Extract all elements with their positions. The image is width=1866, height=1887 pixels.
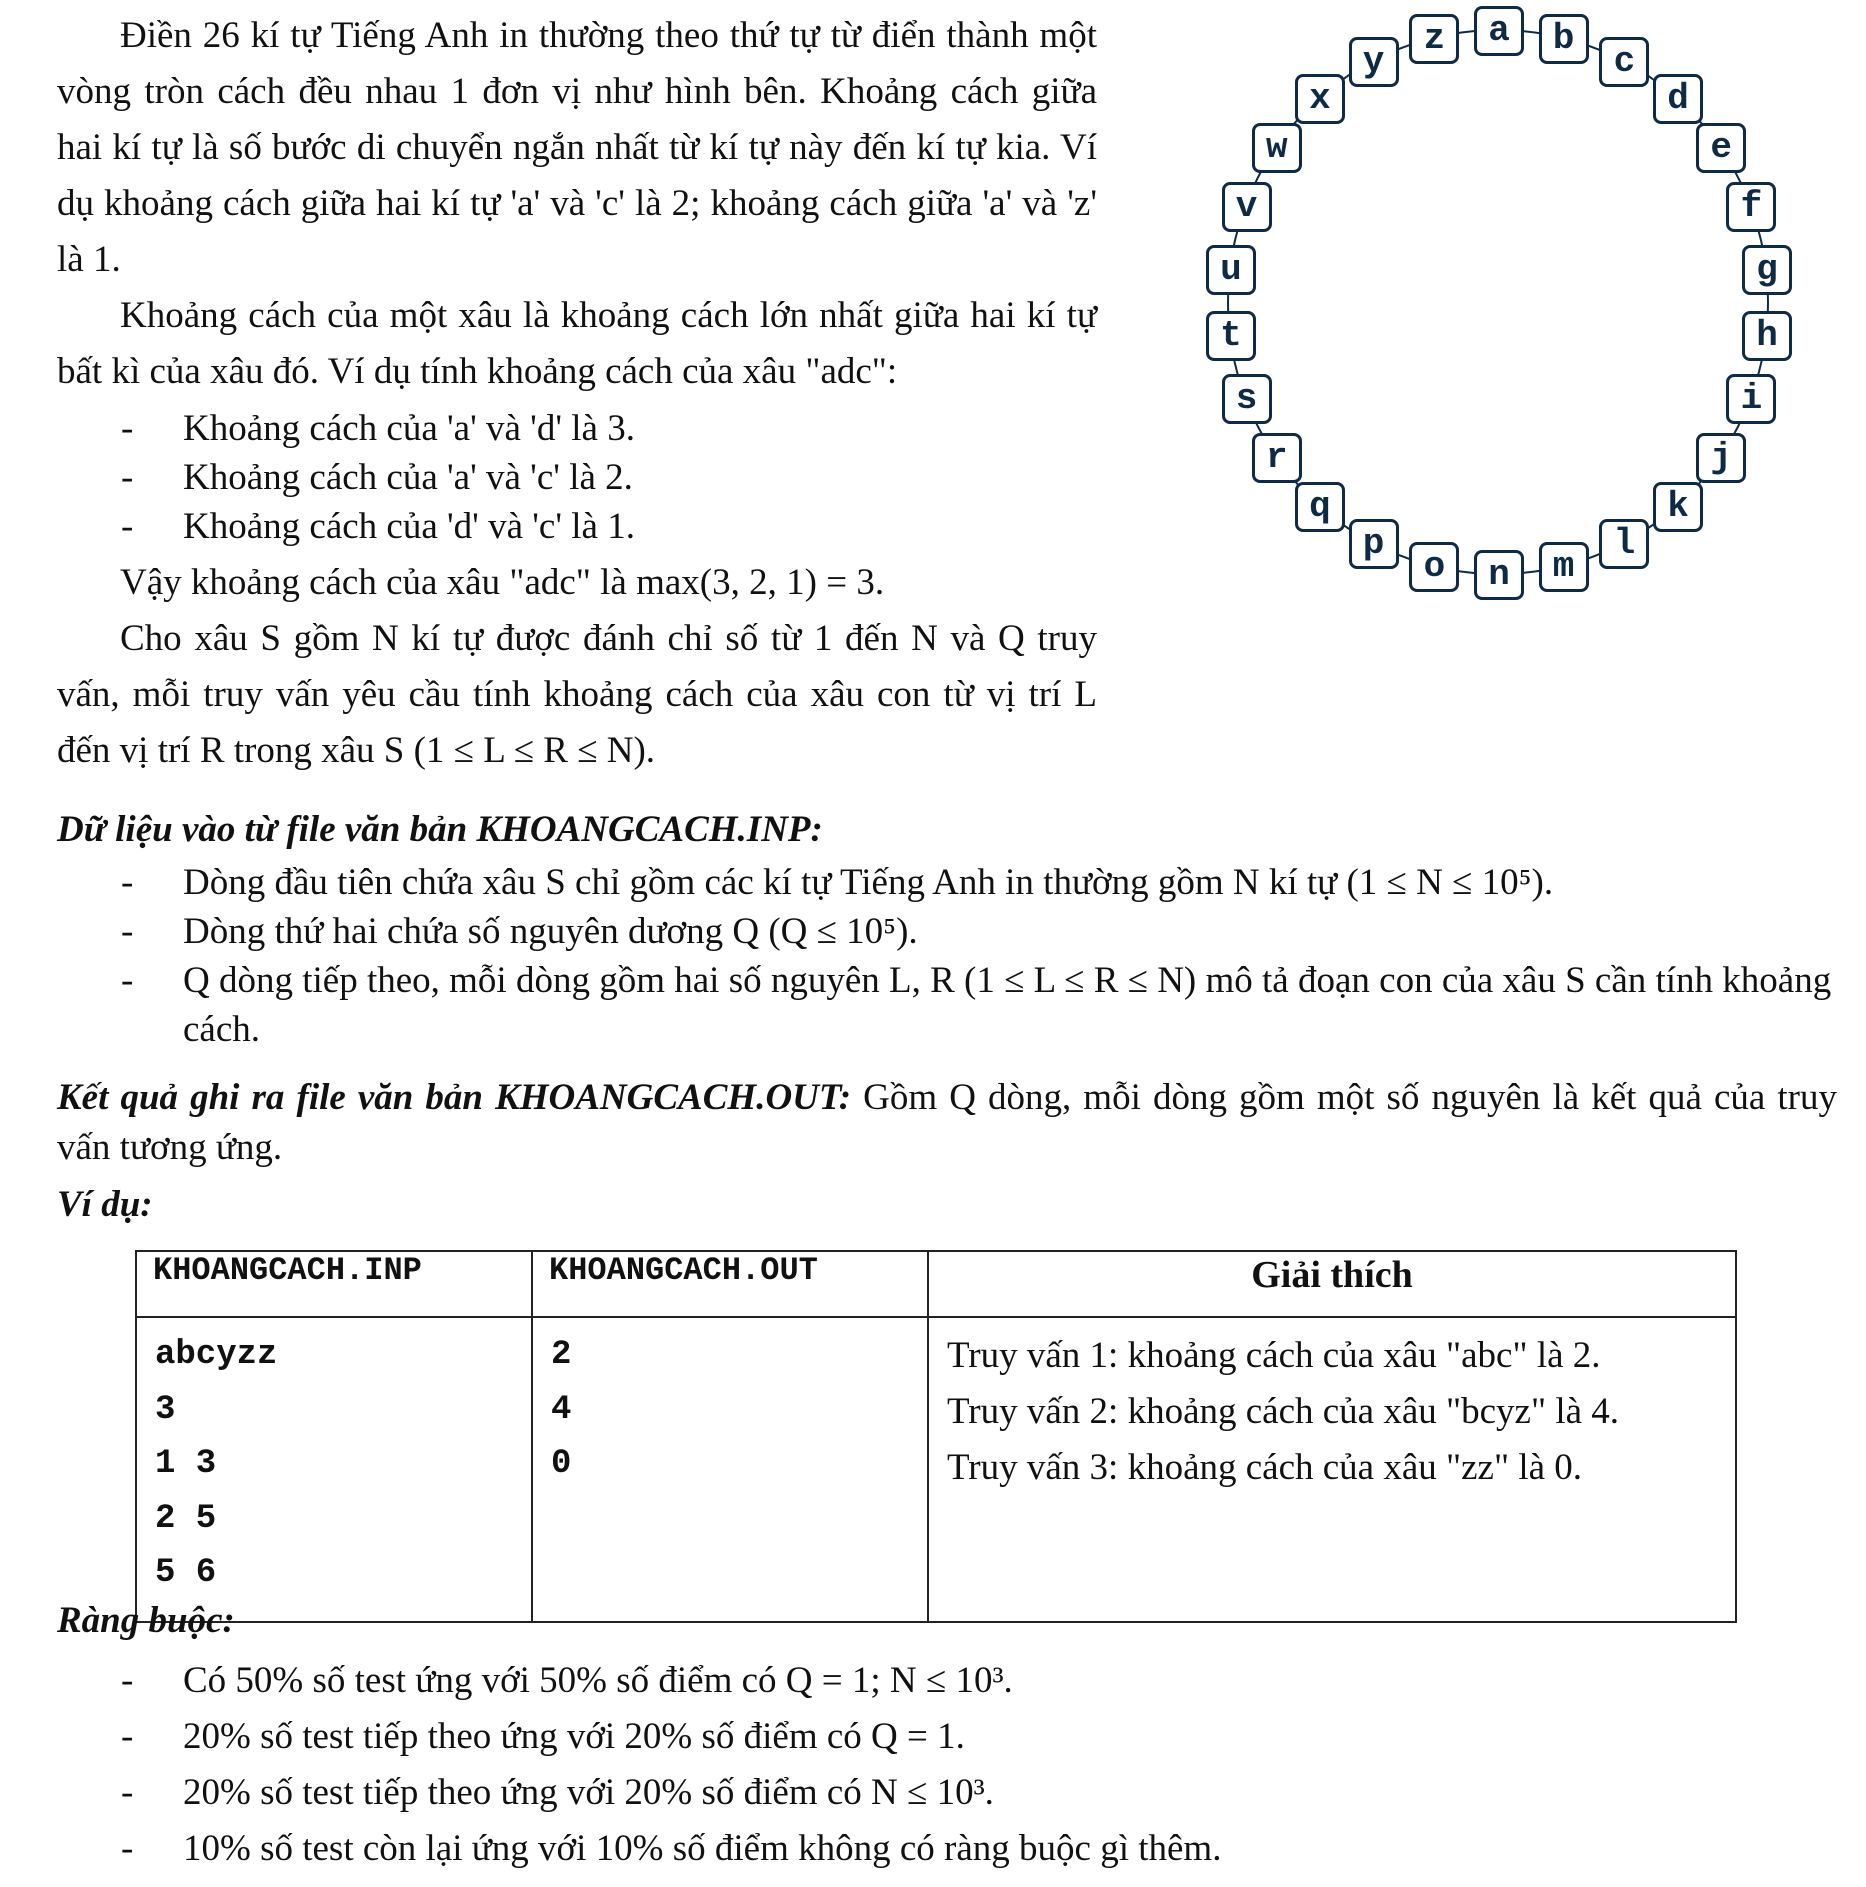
explanation-line: Truy vấn 1: khoảng cách của xâu "abc" là 2. [947, 1335, 1601, 1376]
input-line: 3 [155, 1390, 176, 1429]
list-item: - 10% số test còn lại ứng với 10% số điểm không có ràng buộc gì thêm. [57, 1821, 1837, 1877]
list-item: - Có 50% số test ứng với 50% số điểm có Q = 1; N ≤ 10³. [57, 1653, 1837, 1709]
letter-node-u: u [1206, 245, 1256, 295]
letter-node-n: n [1474, 550, 1524, 600]
intro-conclusion: Vậy khoảng cách của xâu "adc" là max(3, 2, 1) = 3. [120, 562, 885, 603]
output-paragraph [57, 1073, 1837, 1173]
explanation-line: Truy vấn 2: khoảng cách của xâu "bcyz" là 4. [947, 1391, 1620, 1432]
problem-intro [57, 8, 1097, 779]
header-output-file: KHOANGCACH.OUT [532, 1251, 928, 1317]
letter-node-v: v [1222, 182, 1272, 232]
list-item: - 20% số test tiếp theo ứng với 20% số điểm có N ≤ 10³. [57, 1765, 1837, 1821]
example-table [135, 1250, 1737, 1623]
input-line: abcyzz [155, 1336, 278, 1374]
output-line: 0 [551, 1445, 572, 1483]
intro-paragraph-task: Cho xâu S gồm N kí tự được đánh chỉ số từ 1 đến N và Q truy vấn, mỗi truy vấn yêu cầu tính khoảng cách của xâu con từ vị trí L đến vị trí R trong xâu S (1 ≤ L ≤ R ≤ N). [57, 618, 1097, 771]
letter-node-f: f [1726, 182, 1776, 232]
input-heading: Dữ liệu vào từ file văn bản KHOANGCACH.INP: [57, 809, 823, 850]
letter-node-d: d [1653, 74, 1703, 124]
input-cell [136, 1317, 532, 1622]
letter-node-o: o [1409, 542, 1459, 592]
list-item: - Q dòng tiếp theo, mỗi dòng gồm hai số nguyên L, R (1 ≤ L ≤ R ≤ N) mô tả đoạn con của xâu S cần tính khoảng cách. [57, 956, 1863, 1054]
constraints-list [57, 1653, 1837, 1877]
output-line: 4 [551, 1390, 572, 1429]
example-distance-list [57, 404, 1097, 551]
input-line: 1 3 [155, 1445, 217, 1483]
letter-node-k: k [1653, 482, 1703, 532]
table-header-row [136, 1251, 1736, 1317]
output-cell [532, 1317, 928, 1622]
list-item: - Dòng đầu tiên chứa xâu S chỉ gồm các kí tự Tiếng Anh in thường gồm N kí tự (1 ≤ N ≤ 10⁵). [57, 858, 1837, 907]
intro-paragraph-2: Khoảng cách của một xâu là khoảng cách lớn nhất giữa hai kí tự bất kì của xâu đó. Ví dụ tính khoảng cách của xâu "adc": [57, 295, 1097, 392]
list-item: - Khoảng cách của 'a' và 'd' là 3. [57, 404, 1097, 453]
letter-node-j: j [1696, 433, 1746, 483]
letter-node-w: w [1252, 123, 1302, 173]
letter-node-c: c [1599, 37, 1649, 87]
letter-node-s: s [1222, 374, 1272, 424]
letter-node-g: g [1742, 245, 1792, 295]
letter-node-q: q [1295, 482, 1345, 532]
letter-node-x: x [1295, 74, 1345, 124]
input-section [57, 802, 1837, 1054]
constraints-heading: Ràng buộc: [57, 1600, 235, 1641]
output-text: Gồm Q dòng, mỗi dòng gồm một số nguyên là kết quả của truy vấn tương ứng. [57, 1077, 1837, 1168]
list-item: - Khoảng cách của 'd' và 'c' là 1. [57, 502, 1097, 551]
letter-node-t: t [1206, 311, 1256, 361]
letter-node-r: r [1252, 433, 1302, 483]
letter-node-e: e [1696, 123, 1746, 173]
circle-ring [1130, 0, 1866, 740]
output-heading: Kết quả ghi ra file văn bản KHOANGCACH.OUT: [57, 1077, 852, 1118]
output-line: 2 [551, 1336, 572, 1374]
list-item: - Khoảng cách của 'a' và 'c' là 2. [57, 453, 1097, 502]
letter-node-b: b [1539, 14, 1589, 64]
letter-node-a: a [1474, 6, 1524, 56]
letter-node-h: h [1742, 311, 1792, 361]
input-line: 2 5 [155, 1499, 217, 1538]
header-explanation: Giải thích [928, 1251, 1736, 1317]
explanation-cell [928, 1317, 1736, 1622]
letter-node-p: p [1349, 519, 1399, 569]
letter-node-m: m [1539, 542, 1589, 592]
header-input-file: KHOANGCACH.INP [136, 1251, 532, 1317]
explanation-line: Truy vấn 3: khoảng cách của xâu "zz" là 0. [947, 1447, 1583, 1488]
input-spec-list [57, 858, 1837, 1054]
letter-node-z: z [1409, 14, 1459, 64]
table-row [136, 1317, 1736, 1622]
output-section [57, 1073, 1837, 1233]
intro-paragraph-1: Điền 26 kí tự Tiếng Anh in thường theo thứ tự từ điển thành một vòng tròn cách đều nhau 1 đơn vị như hình bên. Khoảng cách giữa hai kí tự là số bước di chuyển ngắn nhất từ kí tự này đến kí tự kia. Ví dụ khoảng cách giữa hai kí tự 'a' và 'c' là 2; khoảng cách giữa 'a' và 'z' là 1. [57, 15, 1097, 280]
letter-node-i: i [1726, 374, 1776, 424]
alphabet-circle-diagram [1130, 0, 1866, 740]
example-heading: Ví dụ: [57, 1184, 153, 1225]
list-item: - 20% số test tiếp theo ứng với 20% số điểm có Q = 1. [57, 1709, 1837, 1765]
constraints-section [57, 1593, 1837, 1877]
letter-node-l: l [1599, 519, 1649, 569]
list-item: - Dòng thứ hai chứa số nguyên dương Q (Q ≤ 10⁵). [57, 907, 1837, 956]
input-line: 5 6 [155, 1554, 217, 1592]
letter-node-y: y [1349, 37, 1399, 87]
